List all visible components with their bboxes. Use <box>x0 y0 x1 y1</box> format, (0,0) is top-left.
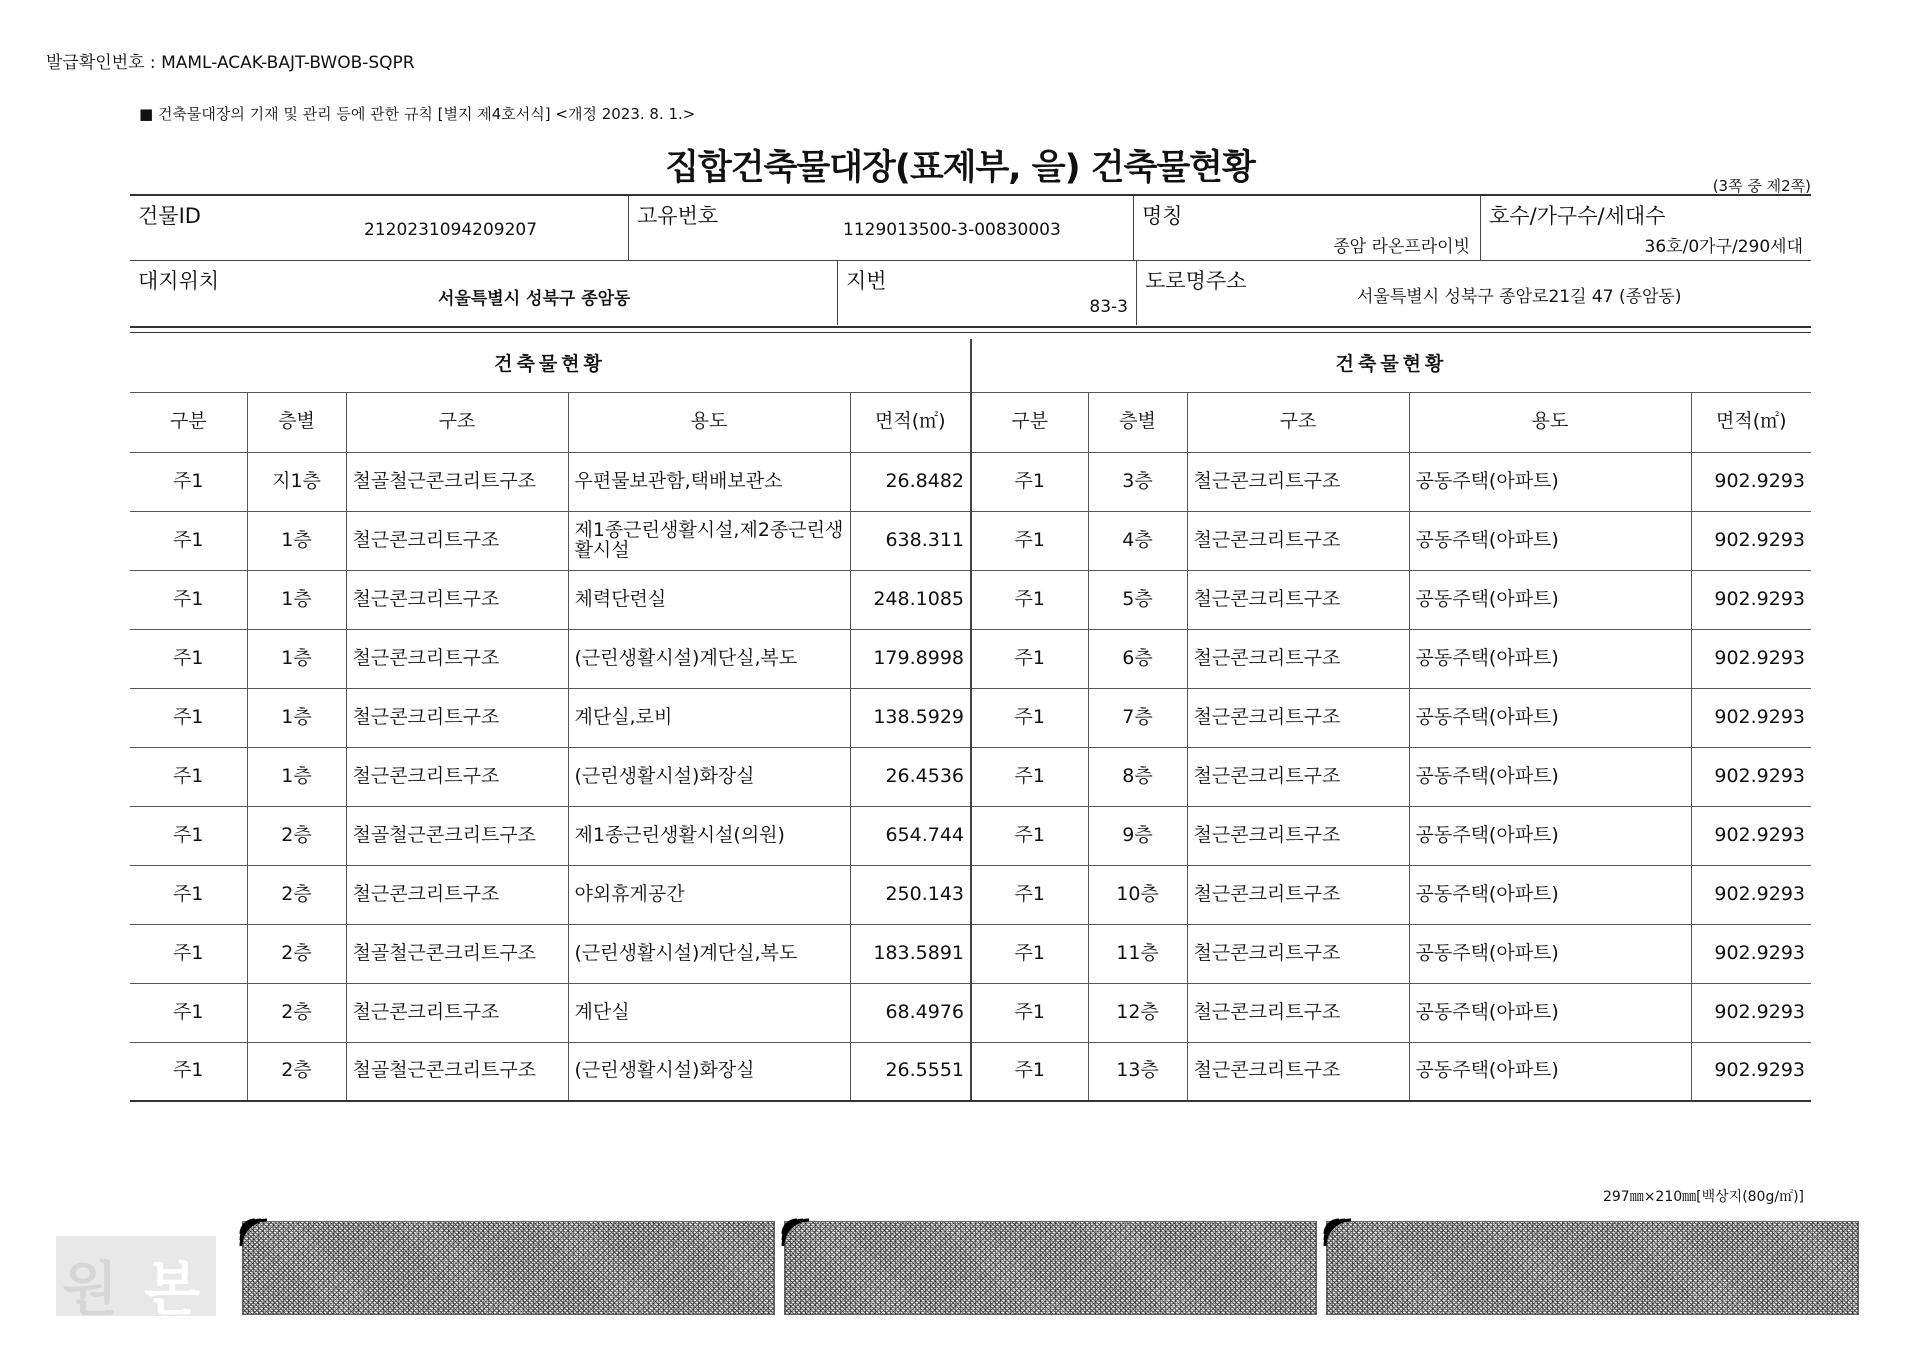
stamp-char-2: 본 <box>144 1255 201 1323</box>
stamp-char-1: 원 <box>62 1255 119 1323</box>
left-area-cell: 638.311 <box>850 511 971 570</box>
left-use-cell: (근린생활시설)화장실 <box>568 747 850 806</box>
left-use-cell: (근린생활시설)화장실 <box>568 1042 850 1101</box>
section-header-row <box>130 339 1811 392</box>
barcode-corner-mark <box>1323 1218 1353 1248</box>
section-title-right: 건축물현황 <box>971 339 1811 392</box>
right-structure-cell: 철근콘크리트구조 <box>1187 629 1409 688</box>
original-stamp <box>56 1236 216 1323</box>
unique-no-label: 고유번호 <box>637 204 719 228</box>
left-division-cell: 주1 <box>130 1042 247 1101</box>
col-header-use: 용도 <box>568 392 850 452</box>
left-division-cell: 주1 <box>130 511 247 570</box>
right-floor-cell: 12층 <box>1088 983 1187 1042</box>
building-info-box <box>130 194 1811 330</box>
left-division-cell: 주1 <box>130 629 247 688</box>
left-division-cell: 주1 <box>130 983 247 1042</box>
left-structure-cell: 철골철근콘크리트구조 <box>346 806 568 865</box>
left-structure-cell: 철근콘크리트구조 <box>346 688 568 747</box>
left-use-cell: 계단실,로비 <box>568 688 850 747</box>
security-barcode-1 <box>242 1221 775 1315</box>
left-floor-cell: 지1층 <box>247 452 346 511</box>
left-floor-cell: 1층 <box>247 688 346 747</box>
table-row <box>130 511 1811 570</box>
right-floor-cell: 8층 <box>1088 747 1187 806</box>
right-floor-cell: 4층 <box>1088 511 1187 570</box>
left-floor-cell: 2층 <box>247 806 346 865</box>
barcode-corner-mark <box>781 1218 811 1248</box>
security-barcode-2 <box>784 1221 1317 1315</box>
table-row <box>130 983 1811 1042</box>
right-structure-cell: 철근콘크리트구조 <box>1187 747 1409 806</box>
right-area-cell: 902.9293 <box>1691 924 1811 983</box>
left-use-cell: 계단실 <box>568 983 850 1042</box>
right-area-cell: 902.9293 <box>1691 688 1811 747</box>
table-row <box>130 924 1811 983</box>
left-division-cell: 주1 <box>130 570 247 629</box>
right-division-cell: 주1 <box>971 924 1088 983</box>
left-floor-cell: 2층 <box>247 924 346 983</box>
left-floor-cell: 1층 <box>247 511 346 570</box>
right-area-cell: 902.9293 <box>1691 865 1811 924</box>
right-use-cell: 공동주택(아파트) <box>1409 1042 1691 1101</box>
page-indicator: (3쪽 중 제2쪽) <box>1712 177 1811 195</box>
col-header-area: 면적(㎡) <box>1691 392 1811 452</box>
col-header-structure: 구조 <box>1187 392 1409 452</box>
security-barcode-3 <box>1326 1221 1859 1315</box>
right-floor-cell: 9층 <box>1088 806 1187 865</box>
right-floor-cell: 10층 <box>1088 865 1187 924</box>
left-area-cell: 138.5929 <box>850 688 971 747</box>
right-use-cell: 공동주택(아파트) <box>1409 983 1691 1042</box>
rule-note: ■ 건축물대장의 기재 및 관리 등에 관한 규칙 [별지 제4호서식] <개정 2023. 8. 1.> <box>139 105 696 123</box>
right-division-cell: 주1 <box>971 511 1088 570</box>
left-floor-cell: 2층 <box>247 865 346 924</box>
right-area-cell: 902.9293 <box>1691 570 1811 629</box>
left-structure-cell: 철근콘크리트구조 <box>346 747 568 806</box>
right-structure-cell: 철근콘크리트구조 <box>1187 865 1409 924</box>
site-label: 대지위치 <box>138 269 220 293</box>
name-label: 명칭 <box>1142 204 1183 228</box>
units-value: 36호/0가구/290세대 <box>1644 237 1803 257</box>
left-area-cell: 654.744 <box>850 806 971 865</box>
table-row <box>130 570 1811 629</box>
table-row <box>130 452 1811 511</box>
left-floor-cell: 2층 <box>247 1042 346 1101</box>
left-area-cell: 26.4536 <box>850 747 971 806</box>
table-row <box>130 629 1811 688</box>
left-use-cell: 우편물보관함,택배보관소 <box>568 452 850 511</box>
left-division-cell: 주1 <box>130 688 247 747</box>
road-address-cell <box>1137 261 1811 325</box>
table-row <box>130 747 1811 806</box>
barcode-corner-mark <box>239 1218 269 1248</box>
name-value: 종암 라온프라이빗 <box>1333 237 1470 257</box>
right-use-cell: 공동주택(아파트) <box>1409 570 1691 629</box>
right-structure-cell: 철근콘크리트구조 <box>1187 924 1409 983</box>
right-area-cell: 902.9293 <box>1691 511 1811 570</box>
right-division-cell: 주1 <box>971 570 1088 629</box>
site-cell <box>130 261 838 325</box>
col-header-structure: 구조 <box>346 392 568 452</box>
table-row <box>130 806 1811 865</box>
left-area-cell: 250.143 <box>850 865 971 924</box>
col-header-division: 구분 <box>971 392 1088 452</box>
building-status-table <box>130 339 1811 1102</box>
right-division-cell: 주1 <box>971 452 1088 511</box>
left-structure-cell: 철근콘크리트구조 <box>346 865 568 924</box>
building-id-value: 2120231094209207 <box>364 220 538 240</box>
left-structure-cell: 철근콘크리트구조 <box>346 983 568 1042</box>
left-structure-cell: 철골철근콘크리트구조 <box>346 452 568 511</box>
right-floor-cell: 13층 <box>1088 1042 1187 1101</box>
building-id-cell <box>130 196 629 260</box>
left-structure-cell: 철근콘크리트구조 <box>346 629 568 688</box>
right-floor-cell: 11층 <box>1088 924 1187 983</box>
column-header-row <box>130 392 1811 452</box>
building-id-label: 건물ID <box>138 204 201 228</box>
left-division-cell: 주1 <box>130 747 247 806</box>
right-division-cell: 주1 <box>971 629 1088 688</box>
right-floor-cell: 7층 <box>1088 688 1187 747</box>
left-floor-cell: 1층 <box>247 747 346 806</box>
left-area-cell: 26.5551 <box>850 1042 971 1101</box>
left-area-cell: 68.4976 <box>850 983 971 1042</box>
lot-cell <box>838 261 1137 325</box>
left-floor-cell: 1층 <box>247 629 346 688</box>
right-structure-cell: 철근콘크리트구조 <box>1187 511 1409 570</box>
left-division-cell: 주1 <box>130 865 247 924</box>
right-use-cell: 공동주택(아파트) <box>1409 924 1691 983</box>
right-area-cell: 902.9293 <box>1691 452 1811 511</box>
col-header-use: 용도 <box>1409 392 1691 452</box>
col-header-division: 구분 <box>130 392 247 452</box>
right-structure-cell: 철근콘크리트구조 <box>1187 688 1409 747</box>
right-division-cell: 주1 <box>971 865 1088 924</box>
paper-spec: 297㎜×210㎜[백상지(80g/㎡)] <box>1602 1189 1804 1205</box>
right-division-cell: 주1 <box>971 688 1088 747</box>
right-division-cell: 주1 <box>971 806 1088 865</box>
units-cell <box>1481 196 1811 260</box>
left-use-cell: (근린생활시설)계단실,복도 <box>568 924 850 983</box>
right-structure-cell: 철근콘크리트구조 <box>1187 983 1409 1042</box>
left-division-cell: 주1 <box>130 924 247 983</box>
right-area-cell: 902.9293 <box>1691 806 1811 865</box>
right-floor-cell: 3층 <box>1088 452 1187 511</box>
right-use-cell: 공동주택(아파트) <box>1409 865 1691 924</box>
info-row-2 <box>130 261 1811 325</box>
left-structure-cell: 철근콘크리트구조 <box>346 511 568 570</box>
info-row-1 <box>130 196 1811 261</box>
left-area-cell: 248.1085 <box>850 570 971 629</box>
right-division-cell: 주1 <box>971 983 1088 1042</box>
right-use-cell: 공동주택(아파트) <box>1409 688 1691 747</box>
road-address-value: 서울특별시 성북구 종암로21길 47 (종암동) <box>1357 287 1682 307</box>
right-structure-cell: 철근콘크리트구조 <box>1187 452 1409 511</box>
left-use-cell: (근린생활시설)계단실,복도 <box>568 629 850 688</box>
name-cell <box>1134 196 1481 260</box>
right-use-cell: 공동주택(아파트) <box>1409 629 1691 688</box>
issue-number: 발급확인번호 : MAML-ACAK-BAJT-BWOB-SQPR <box>46 53 415 73</box>
right-division-cell: 주1 <box>971 1042 1088 1101</box>
right-area-cell: 902.9293 <box>1691 1042 1811 1101</box>
unique-no-value: 1129013500-3-00830003 <box>843 220 1061 240</box>
left-division-cell: 주1 <box>130 806 247 865</box>
right-use-cell: 공동주택(아파트) <box>1409 747 1691 806</box>
right-area-cell: 902.9293 <box>1691 629 1811 688</box>
table-row <box>130 865 1811 924</box>
table-row <box>130 1042 1811 1101</box>
section-title-left: 건축물현황 <box>130 339 971 392</box>
right-structure-cell: 철근콘크리트구조 <box>1187 1042 1409 1101</box>
right-use-cell: 공동주택(아파트) <box>1409 452 1691 511</box>
col-header-floor: 층별 <box>247 392 346 452</box>
right-area-cell: 902.9293 <box>1691 747 1811 806</box>
lot-label: 지번 <box>846 269 887 293</box>
left-use-cell: 제1종근린생활시설,제2종근린생활시설 <box>568 511 850 570</box>
col-header-floor: 층별 <box>1088 392 1187 452</box>
left-division-cell: 주1 <box>130 452 247 511</box>
left-use-cell: 야외휴게공간 <box>568 865 850 924</box>
road-address-label: 도로명주소 <box>1145 269 1247 293</box>
left-area-cell: 179.8998 <box>850 629 971 688</box>
left-structure-cell: 철골철근콘크리트구조 <box>346 924 568 983</box>
table-row <box>130 688 1811 747</box>
left-use-cell: 제1종근린생활시설(의원) <box>568 806 850 865</box>
double-rule <box>130 326 1811 333</box>
page-title: 집합건축물대장(표제부, 을) 건축물현황 <box>665 148 1255 188</box>
units-label: 호수/가구수/세대수 <box>1489 204 1666 228</box>
right-area-cell: 902.9293 <box>1691 983 1811 1042</box>
lot-value: 83-3 <box>1089 297 1128 317</box>
col-header-area: 면적(㎡) <box>850 392 971 452</box>
right-use-cell: 공동주택(아파트) <box>1409 806 1691 865</box>
right-structure-cell: 철근콘크리트구조 <box>1187 570 1409 629</box>
left-floor-cell: 1층 <box>247 570 346 629</box>
unique-no-cell <box>629 196 1134 260</box>
left-use-cell: 체력단련실 <box>568 570 850 629</box>
right-use-cell: 공동주택(아파트) <box>1409 511 1691 570</box>
left-area-cell: 26.8482 <box>850 452 971 511</box>
right-floor-cell: 6층 <box>1088 629 1187 688</box>
left-floor-cell: 2층 <box>247 983 346 1042</box>
left-structure-cell: 철근콘크리트구조 <box>346 570 568 629</box>
left-structure-cell: 철골철근콘크리트구조 <box>346 1042 568 1101</box>
right-division-cell: 주1 <box>971 747 1088 806</box>
site-value: 서울특별시 성북구 종암동 <box>438 289 631 309</box>
right-floor-cell: 5층 <box>1088 570 1187 629</box>
left-area-cell: 183.5891 <box>850 924 971 983</box>
right-structure-cell: 철근콘크리트구조 <box>1187 806 1409 865</box>
